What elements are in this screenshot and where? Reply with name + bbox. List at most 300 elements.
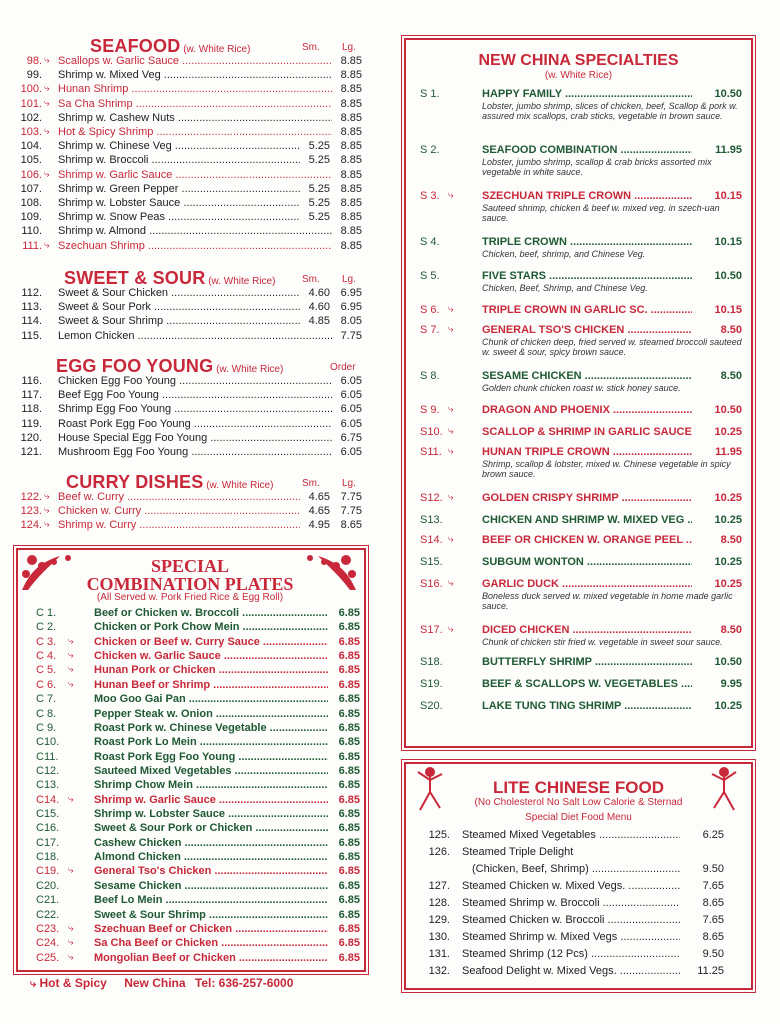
specialty-code: S 2. [420,144,440,156]
combo-price: 6.85 [328,864,360,878]
combo-code: C22. [36,908,60,921]
lite-item-row [414,947,734,962]
specialty-item [420,446,744,479]
item-name: Chicken w. Curry ..... [58,504,302,518]
section-title-text: CURRY DISHES [66,472,204,492]
combo-code: C24. [36,937,60,950]
lite-number: 131. [428,948,450,960]
column-header: Lg. [342,478,356,489]
specialty-name: GENERAL TSO'S CHICKEN ..... [482,324,692,336]
menu-item-row [0,111,365,125]
item-number: 113. [21,301,42,314]
menu-item-row [0,153,365,167]
specialty-name: CHICKEN AND SHRIMP W. MIXED VEG ..... [482,514,692,526]
combo-price: 6.85 [328,606,360,620]
item-price-large: 8.05 [332,314,362,328]
specialty-name: BEEF & SCALLOPS W. VEGETABLES ..... [482,678,692,690]
item-number: 115. [21,329,42,342]
combo-item-row [36,750,366,764]
specialty-item [420,370,744,393]
column-header: Sm. [302,42,320,53]
lite-number: 130. [428,931,450,943]
item-number: 107. [20,182,42,195]
specialties-title: NEW CHINA SPECIALTIES [478,52,679,69]
item-name: Hunan Shrimp ..... [58,82,338,96]
lite-item-row [414,964,734,979]
item-name: Mushroom Egg Foo Young ..... [58,445,338,459]
item-price-large: 6.05 [332,402,362,416]
item-number: 101. [20,97,42,110]
specialty-description: Shrimp, scallop & lobster, mixed w. Chinese vegetable in spicy brown sauce. [482,459,731,479]
specialty-price: 8.50 [692,370,742,382]
specialty-code: S 6. [420,304,440,316]
item-number: 118. [21,403,42,416]
combo-item-row [36,635,366,649]
combo-price: 6.85 [328,764,360,778]
specialty-price: 8.50 [692,624,742,636]
lite-name: Seafood Delight w. Mixed Vegs. ..... [462,964,682,979]
specialty-item [420,404,744,418]
item-price-small: 4.85 [300,314,330,328]
combo-price: 6.85 [328,663,360,677]
specialty-name: SZECHUAN TRIPLE CROWN ..... [482,190,692,202]
combo-price: 6.85 [328,821,360,835]
item-number: 119. [21,417,42,430]
lite-special: Special Diet Food Menu [525,812,632,823]
combo-code: C18. [36,851,60,864]
item-price-large: 8.85 [332,111,362,125]
combo-name: Cashew Chicken ..... [94,836,332,850]
menu-item-row [0,445,365,459]
specialty-item [420,624,744,647]
item-price-large: 8.85 [332,182,362,196]
lite-name: Steamed Chicken w. Broccoli ..... [462,913,682,928]
item-number: 103. [20,126,42,138]
combo-code: C 8. [36,707,57,720]
combo-code: C12. [36,764,60,777]
menu-item-row [0,490,365,504]
combo-price: 6.85 [328,620,360,634]
combo-item-row [36,778,366,792]
item-number: 114. [21,315,42,328]
combo-name: Pepper Steak w. Onion ..... [94,707,332,721]
specialty-price: 10.15 [692,304,742,316]
item-price-large: 8.85 [332,196,362,210]
specialty-item [420,678,744,692]
specialty-description: Chicken, Beef, Shrimp, and Chinese Veg. [482,283,648,293]
footer [30,976,293,991]
lite-price: 7.65 [680,913,724,928]
specialty-item [420,514,744,528]
combo-name: Beef or Chicken w. Broccoli ..... [94,606,332,620]
hot-pepper-icon: ⤷ [44,239,50,251]
hot-spicy-label: Hot & Spicy [39,976,107,990]
specialty-code: S20. [420,700,443,712]
combo-price: 6.85 [328,879,360,893]
specialty-item [420,656,744,670]
specialty-item [420,270,744,293]
item-price-large: 8.85 [332,82,362,96]
item-price-large: 6.05 [332,417,362,431]
hot-pepper-icon: ⤷ [68,793,74,805]
specialty-price: 10.50 [692,656,742,668]
specialty-name: HAPPY FAMILY ..... [482,88,692,100]
specialty-name: BEEF OR CHICKEN W. ORANGE PEEL ..... [482,534,692,546]
specialty-price: 10.50 [692,404,742,416]
combo-name: Sweet & Sour Pork or Chicken ..... [94,821,332,835]
specialty-item [420,144,744,177]
specialty-price: 9.95 [692,678,742,690]
menu-item-row [0,68,365,82]
specialty-name: SUBGUM WONTON ..... [482,556,692,568]
hot-pepper-icon: ⤷ [448,404,454,415]
item-name: Hot & Spicy Shrimp ..... [58,125,338,139]
specialty-code: S14. [420,534,443,546]
combo-name: Sweet & Sour Shrimp ..... [94,908,332,922]
section-subtitle: (w. White Rice) [205,276,276,287]
specialty-name: TRIPLE CROWN ..... [482,236,692,248]
combo-price: 6.85 [328,635,360,649]
specialty-price: 10.25 [692,514,742,526]
specialty-code: S15. [420,556,443,568]
hot-pepper-icon: ⤷ [44,168,50,180]
hot-pepper-icon: ⤷ [44,519,50,531]
item-price-large: 6.95 [332,286,362,300]
section-title-text: SWEET & SOUR [64,268,206,288]
specialty-code: S 4. [420,236,440,248]
telephone: Tel: 636-257-6000 [194,976,294,990]
menu-item-row [0,374,365,388]
combo-price: 6.85 [328,922,360,936]
item-price-large: 8.85 [332,97,362,111]
menu-item-row [0,431,365,445]
specialty-code: S13. [420,514,443,526]
combo-price: 6.85 [328,649,360,663]
combo-item-row [36,908,366,922]
specialty-description: Chunk of chicken deep, fried served w. steamed broccoli sauteed w. sweet & sour, spicy brown sauce. [482,337,742,357]
lite-name: Steamed Chicken w. Mixed Vegs. ..... [462,879,682,894]
specialty-code: S10. [420,426,443,438]
lite-name: Steamed Shrimp (12 Pcs) ..... [462,947,682,962]
item-price-small: 4.60 [300,286,330,300]
lite-item-row [414,879,734,894]
combo-name: Chicken or Pork Chow Mein ..... [94,620,332,634]
item-price-small: 4.60 [300,300,330,314]
combo-code: C10. [36,736,60,749]
hot-pepper-icon: ⤷ [68,678,74,690]
combo-item-row [36,707,366,721]
section-title-text: SEAFOOD [90,36,181,56]
item-name: Sweet & Sour Shrimp ..... [58,314,302,328]
specialty-name: DRAGON AND PHOENIX ..... [482,404,692,416]
combo-code: C14. [36,793,60,806]
specialty-description: Boneless duck served w. mixed vegetable in home made garlic sauce. [482,591,733,611]
specialty-price: 10.25 [692,556,742,568]
combo-item-row [36,807,366,821]
combo-name: Beef Lo Mein ..... [94,893,332,907]
restaurant-name: New China [124,976,186,990]
item-name: Lemon Chicken ..... [58,329,338,343]
combo-name: General Tso's Chicken ..... [94,864,332,878]
hot-pepper-icon: ⤷ [44,83,50,95]
hot-pepper-icon: ⤷ [68,664,74,676]
item-price-large: 8.65 [332,518,362,532]
specialty-name: SESAME CHICKEN ..... [482,370,692,382]
hot-pepper-icon: ⤷ [68,650,74,662]
combo-item-row [36,692,366,706]
menu-item-row [0,518,365,532]
lite-price: 7.65 [680,879,724,894]
combo-price: 6.85 [328,951,360,965]
item-price-small: 5.25 [300,210,330,224]
combo-code: C 6. [36,678,57,691]
combo-item-row [36,721,366,735]
specialty-price: 10.50 [692,88,742,100]
item-number: 105. [20,154,42,167]
lite-title: LITE CHINESE FOOD [493,778,664,797]
item-number: 116. [21,375,42,387]
item-number: 104. [20,140,42,153]
item-number: 102. [20,111,42,124]
combo-item-row [36,850,366,864]
combo-item-row [36,836,366,850]
combo-item-row [36,893,366,907]
item-name: Shrimp w. Chinese Veg ..... [58,139,302,153]
item-name: Shrimp w. Green Pepper ..... [58,182,302,196]
lite-number: 127. [428,880,450,892]
column-header: Lg. [342,274,356,285]
item-price-large: 8.85 [332,224,362,238]
specialty-name: GARLIC DUCK ..... [482,578,692,590]
specialty-item [420,426,744,440]
item-name: Shrimp w. Cashew Nuts ..... [58,111,338,125]
column-header: Order [330,362,356,373]
specialty-description: Golden chunk chicken roast w. stick honey sauce. [482,383,681,393]
combo-name: Szechuan Beef or Chicken ..... [94,922,332,936]
hot-pepper-icon: ⤷ [44,126,50,137]
specialty-name: GOLDEN CRISPY SHRIMP ..... [482,492,692,504]
menu-item-row [0,300,365,314]
item-price-small: 5.25 [300,139,330,153]
specialty-price: 10.50 [692,270,742,282]
lite-number: 129. [428,914,450,926]
lite-number: 125. [428,829,450,841]
item-price-large: 8.85 [332,68,362,82]
specialty-code: S 1. [420,88,440,100]
item-price-large: 6.05 [332,374,362,388]
combo-price: 6.85 [328,707,360,721]
specialty-price: 10.25 [692,700,742,712]
hot-pepper-icon: ⤷ [68,635,74,647]
combo-item-row [36,606,366,620]
combo-code: C16. [36,822,60,835]
combo-code: C21. [36,894,60,907]
combo-item-row [36,936,366,950]
lite-item-row [414,862,734,877]
menu-item-row [0,314,365,328]
specialty-item [420,556,744,570]
lite-price: 8.65 [680,930,724,945]
hot-pepper-icon: ⤷ [448,426,454,437]
specialty-name: BUTTERFLY SHRIMP ..... [482,656,692,668]
combo-name: Sa Cha Beef or Chicken ..... [94,936,332,950]
item-number: 111. [22,239,42,252]
menu-item-row [0,196,365,210]
hot-pepper-icon: ⤷ [44,55,50,66]
combo-item-row [36,620,366,634]
lite-number: 132. [428,965,450,977]
combo-price: 6.85 [328,836,360,850]
combo-name: Chicken w. Garlic Sauce ..... [94,649,332,663]
item-name: Sweet & Sour Pork ..... [58,300,302,314]
hot-pepper-icon: ⤷ [448,324,454,335]
specialty-item [420,190,744,223]
item-price-small: 4.65 [300,504,330,518]
item-price-large: 8.85 [332,139,362,153]
combo-item-row [36,649,366,663]
specialty-description: Sauteed shrimp, chicken & beef w. mixed veg. in szech-uan sauce. [482,203,720,223]
hot-pepper-icon: ⤷ [448,578,454,589]
column-header: Sm. [302,274,320,285]
specialty-item [420,236,744,259]
menu-item-row [0,224,365,238]
menu-item-row [0,329,365,343]
lite-name: Steamed Shrimp w. Mixed Vegs ..... [462,930,682,945]
combo-code: C 5. [36,664,57,677]
menu-item-row [0,286,365,300]
item-number: 117. [21,389,42,402]
combo-item-row [36,821,366,835]
hot-pepper-icon: ⤷ [448,492,454,503]
item-price-small: 5.25 [300,196,330,210]
item-price-large: 6.75 [332,431,362,445]
hot-pepper-icon: ⤷ [68,951,74,963]
item-name: Beef w. Curry ..... [58,490,302,504]
combo-item-row [36,735,366,749]
hot-pepper-icon: ⤷ [68,865,74,877]
item-number: 98. [26,55,42,67]
specialty-code: S 9. [420,404,440,416]
item-price-large: 6.05 [332,388,362,402]
item-name: Chicken Egg Foo Young ..... [58,374,338,388]
hot-pepper-icon: ⤷ [44,505,50,517]
combo-code: C17. [36,836,60,849]
combo-name: Sesame Chicken ..... [94,879,332,893]
specialty-price: 10.25 [692,426,742,438]
item-price-large: 6.95 [332,300,362,314]
combo-price: 6.85 [328,893,360,907]
item-price-large: 8.85 [332,239,362,253]
combo-price: 6.85 [328,678,360,692]
hot-pepper-icon: ⤷ [44,491,50,502]
combo-name: Chicken or Beef w. Curry Sauce ..... [94,635,332,649]
specialty-description: Lobster, jumbo shrimp, scallop & crab bricks assorted mix vegetable in white sauce. [482,157,712,177]
specialty-price: 10.25 [692,492,742,504]
combo-code: C 9. [36,721,57,734]
hot-pepper-icon: ⤷ [448,304,454,315]
item-number: 120. [20,431,42,444]
lite-number: 126. [428,846,450,858]
specialty-code: S 7. [420,324,440,336]
hot-pepper-icon: ⤷ [448,624,454,635]
specialty-item [420,534,744,548]
lite-name: Steamed Triple Delight [462,846,574,858]
item-price-small: 4.65 [300,490,330,504]
menu-item-row [0,239,365,253]
combo-price: 6.85 [328,750,360,764]
hot-pepper-icon: ⤷ [44,97,50,109]
item-name: Roast Pork Egg Foo Young ..... [58,417,338,431]
item-price-small: 4.95 [300,518,330,532]
hot-pepper-icon: ⤷ [68,937,74,949]
combo-price: 6.85 [328,793,360,807]
specialty-price: 8.50 [692,324,742,336]
item-price-small: 5.25 [300,153,330,167]
item-name: House Special Egg Foo Young ..... [58,431,338,445]
specialty-description: Chunk of chicken stir fried w. vegetable in sweet sour sauce. [482,637,723,647]
item-price-large: 8.85 [332,168,362,182]
lite-price: 9.50 [680,947,724,962]
specialty-description: Chicken, beef, shrimp, and Chinese Veg. [482,249,646,259]
item-name: Beef Egg Foo Young ..... [58,388,338,402]
item-name: Scallops w. Garlic Sauce ..... [58,54,338,68]
item-name: Shrimp w. Almond ..... [58,224,338,238]
combo-code: C13. [36,779,60,792]
combo-code: C 2. [36,621,57,634]
combo-name: Mongolian Beef or Chicken ..... [94,951,332,965]
lite-item-row [414,845,734,860]
item-price-large: 8.85 [332,125,362,139]
combo-title-1: SPECIAL [150,556,230,576]
menu-item-row [0,182,365,196]
item-name: Sweet & Sour Chicken ..... [58,286,302,300]
item-name: Shrimp w. Mixed Veg ..... [58,68,338,82]
combo-code: C 1. [36,607,57,619]
hot-spicy-icon: ⤷ [30,978,37,990]
combo-price: 6.85 [328,778,360,792]
specialty-name: SCALLOP & SHRIMP IN GARLIC SAUCE ..... [482,426,692,438]
section-subtitle: (w. White Rice) [203,480,274,491]
menu-item-row [0,417,365,431]
combo-code: C20. [36,879,60,892]
specialty-code: S18. [420,656,443,668]
item-price-large: 6.05 [332,445,362,459]
specialty-code: S11. [420,446,442,458]
specialty-item [420,578,744,611]
hot-pepper-icon: ⤷ [448,534,454,545]
lite-name: (Chicken, Beef, Shrimp) ..... [472,862,692,877]
combo-name: Roast Pork Egg Foo Young ..... [94,750,332,764]
combo-price: 6.85 [328,908,360,922]
combo-subtitle: (All Served w. Pork Fried Rice & Egg Roll) [96,592,284,603]
combo-code: C11. [36,750,59,763]
hot-pepper-icon: ⤷ [68,922,74,934]
lite-item-row [414,828,734,843]
menu-item-row [0,210,365,224]
item-name: Shrimp w. Snow Peas ..... [58,210,302,224]
lite-item-row [414,930,734,945]
section-subtitle: (w. White Rice) [213,364,284,375]
specialty-price: 10.15 [692,236,742,248]
hot-pepper-icon: ⤷ [448,190,454,201]
combo-item-row [36,951,366,965]
combo-name: Shrimp Chow Mein ..... [94,778,332,792]
combo-code: C25. [36,951,60,964]
combo-name: Moo Goo Gai Pan ..... [94,692,332,706]
combo-name: Shrimp w. Garlic Sauce ..... [94,793,332,807]
item-name: Shrimp w. Broccoli ..... [58,153,302,167]
combo-item-row [36,793,366,807]
